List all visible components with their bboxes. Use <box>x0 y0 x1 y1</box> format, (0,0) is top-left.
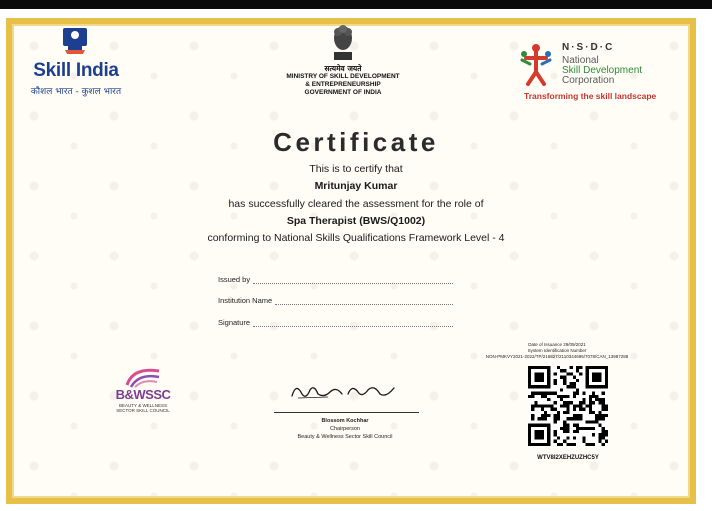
qr-module <box>598 411 601 414</box>
qr-module <box>573 430 576 433</box>
qr-module <box>592 395 595 398</box>
qr-module <box>541 404 544 407</box>
qr-module <box>570 417 573 420</box>
qr-module <box>570 382 573 385</box>
qr-module <box>602 433 605 436</box>
qr-module <box>534 430 544 440</box>
qr-module <box>573 395 576 398</box>
qr-module <box>579 417 582 420</box>
qr-module <box>582 427 585 430</box>
qr-module <box>566 443 569 446</box>
qr-module <box>602 404 605 407</box>
qr-module <box>576 427 579 430</box>
nsdc-name-line-1: National <box>562 55 599 66</box>
institution-name-label: Institution Name <box>218 296 273 305</box>
qr-module <box>554 414 557 417</box>
qr-module <box>592 443 595 446</box>
qr-module <box>570 401 573 404</box>
qr-module <box>598 398 601 401</box>
qr-module <box>598 424 601 427</box>
qr-module <box>592 401 595 404</box>
bwssc-full-name <box>113 403 173 413</box>
qr-module <box>566 430 569 433</box>
bwssc-swirl-icon <box>123 365 163 389</box>
qr-module <box>570 366 573 369</box>
signatory-line <box>274 412 419 413</box>
signatory-organization: Beauty & Wellness Sector Skill Council <box>297 434 393 440</box>
qr-module <box>554 430 557 433</box>
qr-module <box>589 404 592 407</box>
ministry-line-1: MINISTRY OF SKILL DEVELOPMENT <box>286 73 400 80</box>
qr-module <box>605 430 608 433</box>
qr-module <box>586 420 589 423</box>
qr-module <box>566 404 569 407</box>
qr-module <box>579 408 582 411</box>
qr-module <box>595 414 598 417</box>
qr-module <box>576 366 579 369</box>
qr-module <box>582 408 585 411</box>
qr-module <box>589 420 592 423</box>
qr-module <box>544 404 547 407</box>
qr-module <box>598 433 601 436</box>
qr-module <box>576 430 579 433</box>
nsdc-abbreviation: N·S·D·C <box>562 42 615 53</box>
qr-module <box>576 388 579 391</box>
qr-module <box>586 427 589 430</box>
qr-module <box>602 392 605 395</box>
qr-module <box>598 401 601 404</box>
qr-module <box>557 366 560 369</box>
ministry-header <box>268 22 418 97</box>
qr-module <box>582 398 585 401</box>
qr-module <box>531 392 534 395</box>
qr-module <box>605 404 608 407</box>
qr-module <box>547 398 550 401</box>
qr-module <box>582 401 585 404</box>
qr-module <box>554 433 557 436</box>
qr-module <box>576 392 579 395</box>
qr-module <box>563 411 566 414</box>
qr-module <box>592 420 595 423</box>
skill-india-logo <box>26 26 126 96</box>
certify-intro: This is to certify that <box>309 163 403 175</box>
qr-module <box>563 440 566 443</box>
qr-module <box>563 404 566 407</box>
qr-module <box>554 372 557 375</box>
qr-module <box>563 382 566 385</box>
qr-module <box>595 420 598 423</box>
qr-code-text: WTV8I2XEHZUZHC5Y <box>537 455 599 461</box>
qr-module <box>576 424 579 427</box>
qr-module <box>573 417 576 420</box>
qr-module <box>550 404 553 407</box>
qr-module <box>560 388 563 391</box>
qr-module <box>602 430 605 433</box>
qr-module <box>528 395 531 398</box>
qr-module <box>576 404 579 407</box>
qr-module <box>538 417 541 420</box>
qr-module <box>589 398 592 401</box>
qr-module <box>544 411 547 414</box>
nsdc-tagline: Transforming the skill landscape <box>524 91 657 101</box>
qr-module <box>598 414 601 417</box>
qr-module <box>560 404 563 407</box>
qr-module <box>557 414 560 417</box>
bwssc-code: B&WSSC <box>115 387 171 402</box>
qr-module <box>573 385 576 388</box>
qr-module <box>592 433 595 436</box>
qr-module <box>582 440 585 443</box>
qr-module <box>570 385 573 388</box>
qr-module <box>605 440 608 443</box>
qr-module <box>566 417 569 420</box>
qr-module <box>544 395 547 398</box>
signature-label: Signature <box>218 318 251 327</box>
qr-module <box>563 376 566 379</box>
qr-module <box>554 417 557 420</box>
ministry-motto: सत्यमेव जयते <box>324 64 362 73</box>
nsdc-name-line-2: Skill Development <box>562 65 643 76</box>
qr-module <box>566 401 569 404</box>
qr-module <box>598 436 601 439</box>
signatory-name: Blossom Kochhar <box>321 418 369 424</box>
qr-module <box>560 427 563 430</box>
skill-india-name: Skill India <box>33 60 119 81</box>
qr-module <box>560 398 563 401</box>
qr-module <box>576 379 579 382</box>
qr-module <box>602 408 605 411</box>
qr-module <box>563 424 566 427</box>
qr-module <box>566 385 569 388</box>
qr-module <box>602 398 605 401</box>
qr-module <box>579 372 582 375</box>
institution-name-dotted-line <box>275 298 453 305</box>
qr-module <box>605 414 608 417</box>
qr-module <box>595 398 598 401</box>
signature-field <box>218 318 453 327</box>
qr-module <box>566 436 569 439</box>
qr-module <box>554 440 557 443</box>
qr-module <box>602 414 605 417</box>
handwritten-signature <box>288 380 398 402</box>
qr-module <box>598 417 601 420</box>
qr-module <box>573 382 576 385</box>
qr-module <box>541 395 544 398</box>
qr-module <box>544 417 547 420</box>
qr-module <box>602 436 605 439</box>
qr-module <box>589 401 592 404</box>
qr-module <box>602 427 605 430</box>
qr-module <box>534 392 537 395</box>
qr-module <box>595 395 598 398</box>
qr-module <box>566 424 569 427</box>
qr-module <box>602 443 605 446</box>
qr-module <box>566 408 569 411</box>
qr-module <box>563 430 566 433</box>
qr-module <box>586 404 589 407</box>
qr-module <box>547 414 550 417</box>
qr-module <box>560 369 563 372</box>
qr-module <box>579 427 582 430</box>
qr-module <box>544 414 547 417</box>
qr-module <box>602 417 605 420</box>
qr-module <box>531 414 534 417</box>
qr-code <box>528 366 608 446</box>
qr-module <box>592 372 602 382</box>
qr-module <box>531 408 534 411</box>
qr-module <box>547 392 550 395</box>
qr-module <box>589 395 592 398</box>
qr-module <box>598 440 601 443</box>
assessment-statement: has successfully cleared the assessment for the role of <box>228 198 484 210</box>
qr-module <box>566 411 569 414</box>
job-role: Spa Therapist (BWS/Q1002) <box>286 215 426 227</box>
qr-module <box>582 436 585 439</box>
issued-by-label: Issued by <box>218 275 251 284</box>
system-id-label: System Identification Number <box>527 348 587 353</box>
qr-module <box>554 382 557 385</box>
qr-module <box>560 395 563 398</box>
skill-india-emblem-icon <box>60 26 90 58</box>
qr-module <box>589 443 592 446</box>
qr-module <box>566 427 569 430</box>
qr-module <box>576 414 579 417</box>
qr-module <box>563 369 566 372</box>
qr-module <box>563 420 566 423</box>
qr-module <box>541 392 544 395</box>
certificate-title: Certificate <box>273 127 439 157</box>
qr-module <box>554 408 557 411</box>
qr-module <box>531 395 534 398</box>
bwssc-line-1: BEAUTY & WELLNESS <box>119 403 167 408</box>
qr-module <box>602 401 605 404</box>
qr-module <box>592 392 595 395</box>
top-black-bar <box>0 0 712 9</box>
qr-module <box>573 443 576 446</box>
qr-module <box>579 404 582 407</box>
nsdc-figures-icon <box>518 42 554 86</box>
qr-module <box>563 395 566 398</box>
qr-module <box>550 408 553 411</box>
qr-module <box>595 417 598 420</box>
signature-dotted-line <box>253 320 453 327</box>
qr-module <box>563 427 566 430</box>
qr-module <box>531 417 534 420</box>
qr-module <box>573 408 576 411</box>
qr-module <box>541 408 544 411</box>
qr-module <box>573 414 576 417</box>
system-id-value: NON-PMKVY2021-2022/TP/216827/2110344695/7078/CAN_13987288 <box>485 354 629 359</box>
qr-module <box>557 411 560 414</box>
qr-module <box>538 404 541 407</box>
qr-module <box>538 392 541 395</box>
qr-module <box>566 372 569 375</box>
qr-module <box>579 401 582 404</box>
ministry-line-2: & ENTREPRENEURSHIP <box>305 81 381 88</box>
qr-module <box>544 392 547 395</box>
qr-module <box>582 392 585 395</box>
qr-module <box>573 436 576 439</box>
qr-module <box>573 392 576 395</box>
ministry-line-3: GOVERNMENT OF INDIA <box>304 89 382 96</box>
qr-module <box>547 404 550 407</box>
nsqf-level-statement: conforming to National Skills Qualifications Framework Level - 4 <box>207 232 505 244</box>
qr-module <box>586 443 589 446</box>
qr-module <box>589 408 592 411</box>
qr-module <box>576 417 579 420</box>
signatory-title: Chairperson <box>330 426 360 432</box>
qr-module <box>570 443 573 446</box>
national-emblem-icon <box>328 22 358 62</box>
qr-module <box>589 411 592 414</box>
qr-module <box>557 417 560 420</box>
skill-india-tagline: कौशल भारत - कुशल भारत <box>30 87 122 97</box>
bwssc-logo <box>113 365 173 420</box>
qr-module <box>570 372 573 375</box>
qr-module <box>573 376 576 379</box>
qr-module <box>579 366 582 369</box>
qr-module <box>541 417 544 420</box>
bwssc-line-2: SECTOR SKILL COUNCIL <box>116 408 170 413</box>
qr-module <box>560 376 563 379</box>
qr-module <box>557 436 560 439</box>
qr-module <box>573 424 576 427</box>
qr-module <box>560 443 563 446</box>
qr-module <box>534 372 544 382</box>
qr-module <box>541 414 544 417</box>
qr-module <box>573 404 576 407</box>
qr-module <box>563 379 566 382</box>
qr-module <box>554 401 557 404</box>
qr-module <box>550 392 553 395</box>
qr-module <box>563 401 566 404</box>
institution-name-field <box>218 296 453 305</box>
qr-module <box>576 369 579 372</box>
issued-by-field <box>218 275 453 284</box>
qr-module <box>605 433 608 436</box>
nsdc-logo <box>518 40 658 110</box>
nsdc-name-line-3: Corporation <box>562 75 615 86</box>
qr-module <box>557 395 560 398</box>
recipient-name: Mritunjay Kumar <box>314 180 398 192</box>
qr-module <box>554 392 557 395</box>
qr-module <box>592 427 595 430</box>
qr-module <box>534 404 537 407</box>
qr-module <box>554 420 557 423</box>
qr-module <box>557 443 560 446</box>
qr-module <box>534 401 537 404</box>
qr-module <box>605 408 608 411</box>
qr-module <box>566 395 569 398</box>
qr-module <box>592 411 595 414</box>
date-of-issuance: Date of Issuance 29/09/2021 <box>528 342 586 347</box>
issued-by-dotted-line <box>253 277 453 284</box>
qr-module <box>589 427 592 430</box>
qr-module <box>579 414 582 417</box>
qr-module <box>531 404 534 407</box>
qr-module <box>554 379 557 382</box>
